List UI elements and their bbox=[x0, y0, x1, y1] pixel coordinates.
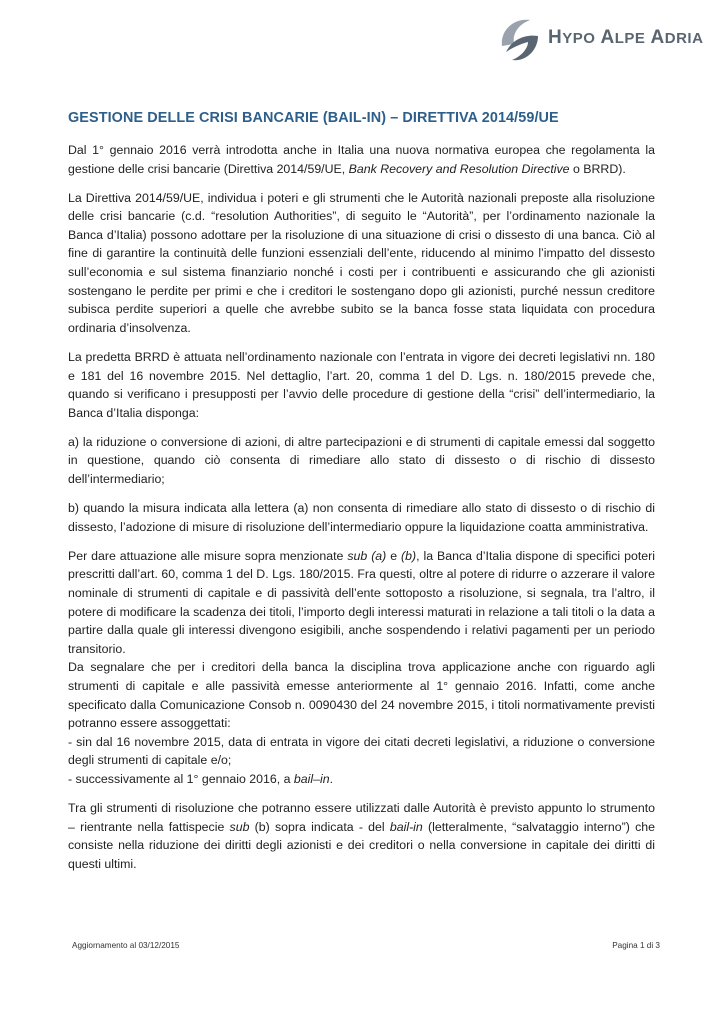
paragraph-creditors: Da segnalare che per i creditori della banca la disciplina trova applicazione anche con riguardo agli strumenti di capitale e alle passività emesse anteriormente al 1° gennaio 2016. Infatti, come anche specificato dalla Comunicazione Consob n. 0090430 del 24 novembre 2015, i titoli normativamente previsti potranno essere assoggettati: bbox=[68, 660, 655, 731]
logo-adria-initial: A bbox=[650, 27, 665, 48]
emphasis-text: bail–in bbox=[293, 771, 330, 786]
paragraph-point-a: a) la riduzione o conversione di azioni, di altre partecipazioni e di strumenti di capitale emessi dal soggetto in questione, quando ciò consenta di rimediare allo stato di dissesto o di rischio di dissesto dell’intermediario; bbox=[68, 434, 655, 486]
hypo-alpe-adria-logo bbox=[498, 16, 704, 66]
text-span: Tra gli strumenti di risoluzione che potranno essere utilizzati dalle Autorità è previsto appunto lo strumento – rientrante nella fattispecie bbox=[68, 801, 655, 834]
text-span: Dal 1° gennaio 2016 verrà introdotta anche in Italia una nuova normativa europea che regolamenta la gestione delle crisi bancarie (Direttiva 2014/59/UE, bbox=[68, 143, 655, 176]
text-span: (letteralmente, “salvataggio interno”) che consiste nella riduzione dei diritti degli azionisti e dei creditori o nella conversione in capitale dei diritti di questi ultimi. bbox=[68, 819, 655, 871]
text-span: - successivamente al 1° gennaio 2016, a bbox=[68, 771, 294, 786]
hypo-swirl-icon bbox=[498, 16, 542, 66]
paragraph-brrd: La predetta BRRD è attuata nell’ordinamento nazionale con l’entrata in vigore dei decreti legislativi nn. 180 e 181 del 16 novembre 2015. Nel dettaglio, l’art. 20, comma 1 del D. Lgs. n. 180/2015 prevede che, quando si verificano i presupposti per l’avvio delle procedure di gestione della “crisi” dell’intermediario, la Banca d’Italia disponga: bbox=[68, 349, 655, 420]
text-span: . bbox=[329, 771, 334, 786]
logo-wordmark bbox=[548, 27, 703, 49]
emphasis-text: bail-in bbox=[389, 819, 423, 834]
document-body bbox=[68, 141, 655, 873]
logo-hypo-initial: H bbox=[548, 27, 563, 48]
paragraph-bullet-2 bbox=[68, 770, 655, 789]
footer-update-date: Aggiornamento al 03/12/2015 bbox=[72, 941, 180, 950]
text-span: , la Banca d’Italia dispone di specifici poteri prescritti dall’art. 60, comma 1 del D. Lgs. 180/2015. Fra questi, oltre al potere di ridurre o azzerare il valore nominale di strumenti di capitale e di passività dell’ente sottoposto a risoluzione, si segnala, tra l’altro, il potere di modificare la scadenza dei titoli, l’importo degli interessi maturati in relazione a tali titoli o la data a partire dalla quale gli interessi divengono esigibili, anche sospendendo i relativi pagamenti per un periodo transitorio. bbox=[68, 548, 655, 656]
logo-alpe-initial: A bbox=[600, 27, 615, 48]
paragraph-bail-in bbox=[68, 799, 655, 873]
text-span: e bbox=[386, 548, 402, 563]
logo-adria-rest: DRIA bbox=[664, 30, 704, 47]
emphasis-text: sub (a) bbox=[347, 548, 387, 563]
emphasis-text: Bank Recovery and Resolution Directive bbox=[348, 161, 570, 176]
document-title: GESTIONE DELLE CRISI BANCARIE (BAIL-IN) – DIRETTIVA 2014/59/UE bbox=[68, 110, 559, 126]
paragraph-bullet-1: - sin dal 16 novembre 2015, data di entrata in vigore dei citati decreti legislativi, a riduzione o conversione degli strumenti di capitale e/o; bbox=[68, 734, 655, 768]
footer-page-number: Pagina 1 di 3 bbox=[612, 941, 660, 950]
emphasis-text: sub bbox=[229, 819, 250, 834]
paragraph-powers bbox=[68, 547, 655, 659]
text-span: Per dare attuazione alle misure sopra menzionate bbox=[68, 548, 348, 563]
emphasis-text: (b) bbox=[401, 548, 417, 563]
paragraph-intro bbox=[68, 141, 655, 178]
text-span: o BRRD). bbox=[569, 161, 626, 176]
text-span: (b) sopra indicata - del bbox=[249, 819, 390, 834]
paragraph-directive: La Direttiva 2014/59/UE, individua i poteri e gli strumenti che le Autorità nazionali preposte alla risoluzione delle crisi bancarie (c.d. “resolution Authorities”, di seguito le “Autorità”, per l’ordinamento nazionale la Banca d’Italia) possono adottare per la risoluzione di una situazione di crisi o dissesto di una banca. Ciò al fine di garantire la continuità delle funzioni essenziali dell’ente, riducendo al minimo l’impatto del dissesto sull’economia e sul sistema finanziario nonché i costi per i contribuenti e assicurando che gli azionisti sostengano le perdite per primi e che i creditori le sostengano dopo gli azionisti, purché nessun creditore subisca perdite superiori a quelle che avrebbe subito se la banca fosse stata liquidata con procedura ordinaria d’insolvenza. bbox=[68, 190, 655, 335]
logo-alpe-rest: LPE bbox=[614, 30, 646, 47]
paragraph-point-b: b) quando la misura indicata alla lettera (a) non consenta di rimediare allo stato di dissesto o di rischio di dissesto, l’adozione di misure di risoluzione dell’intermediario oppure la liquidazione coatta amministrativa. bbox=[68, 501, 655, 534]
logo-hypo-rest: YPO bbox=[562, 30, 596, 47]
